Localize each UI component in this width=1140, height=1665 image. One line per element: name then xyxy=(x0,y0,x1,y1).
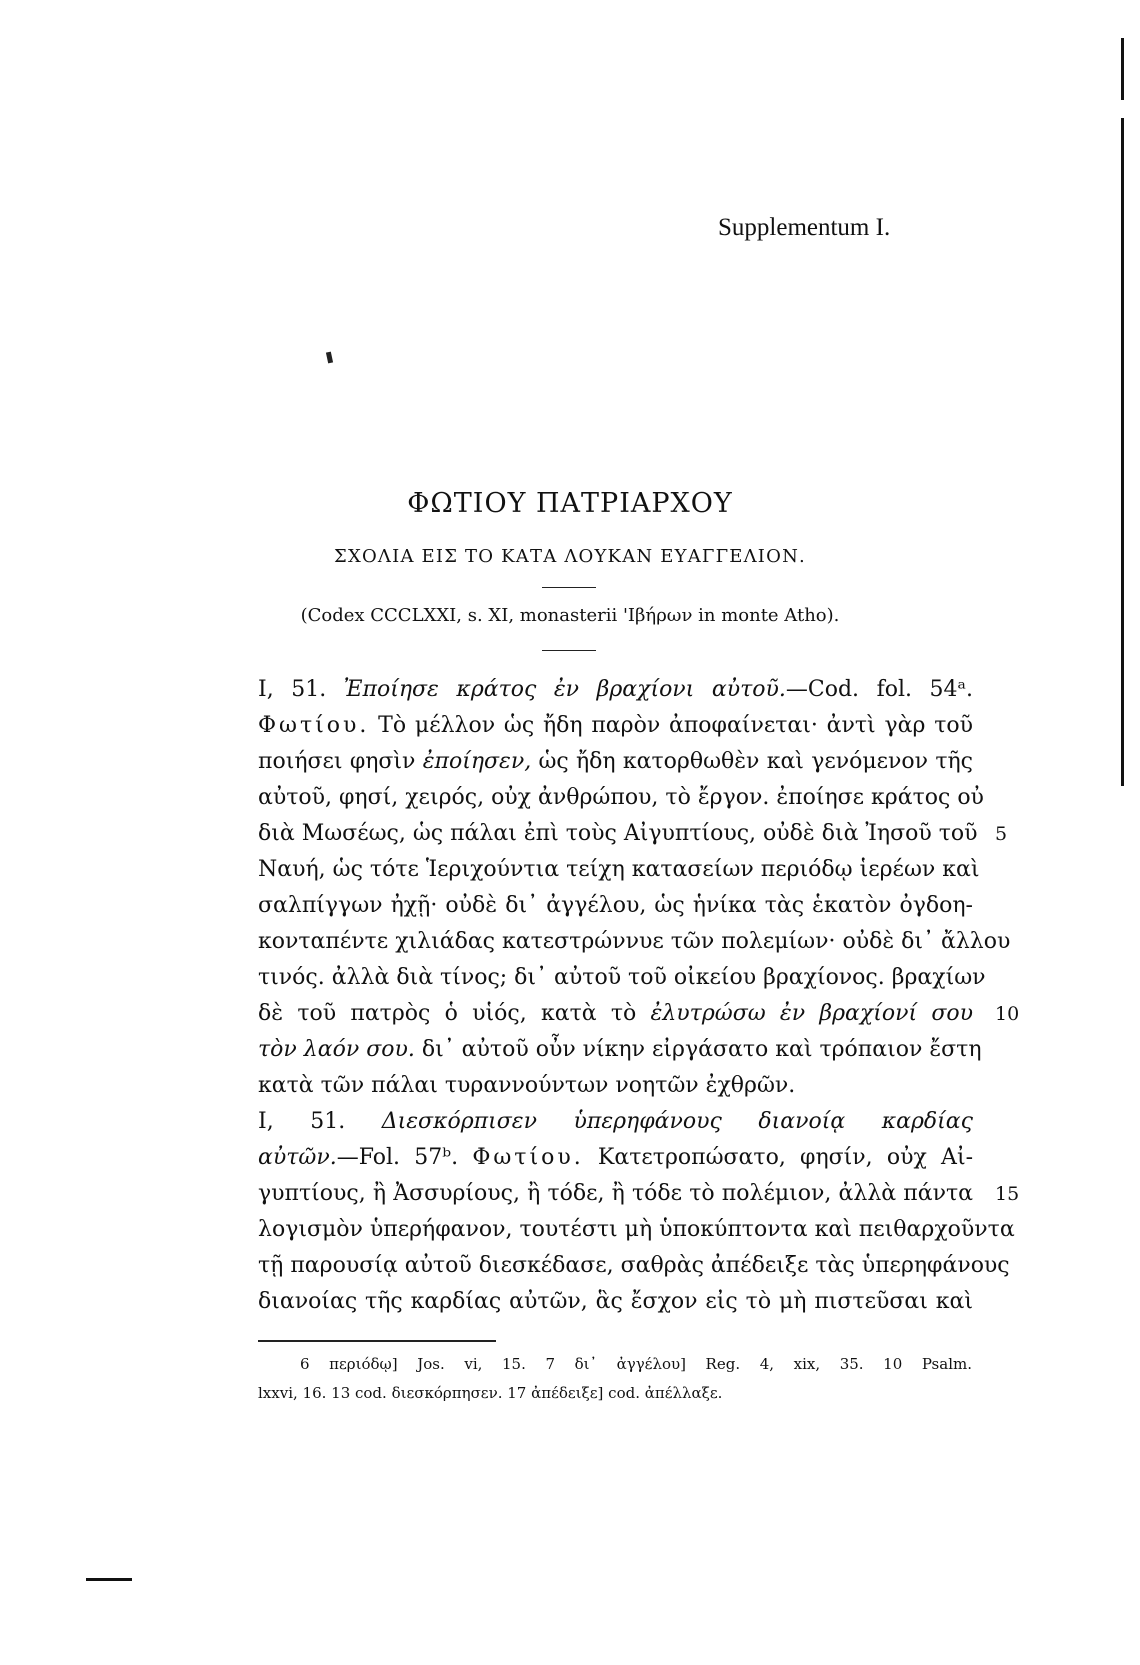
text-line: αὐτοῦ, φησί, χειρός, οὐχ ἀνθρώπου, τὸ ἔργον. ἐποίησε κράτος οὐ xyxy=(258,785,984,810)
scan-edge-mark-top xyxy=(1121,38,1124,100)
codex-reference: (Codex CCCLXXI, s. XI, monasterii 'Ιβήρων in monte Atho). xyxy=(300,605,840,626)
text-line: κονταπέντε χιλιάδας κατεστρώννυε τῶν πολεμίων· οὐδὲ δι᾽ ἄλλου xyxy=(258,929,1011,954)
divider xyxy=(542,650,596,651)
text-line: τῇ παρουσίᾳ αὐτοῦ διεσκέδασε, σαθρὰς ἀπέδειξε τὰς ὑπερηφάνους xyxy=(258,1253,1010,1278)
text-line: γυπτίους, ἢ Ἀσσυρίους, ἢ τόδε, ἢ τόδε τὸ πολέμιον, ἀλλὰ πάντα xyxy=(258,1181,973,1206)
text-line: Φωτίου. Τὸ μέλλον ὡς ἤδη παρὸν ἀποφαίνεται· ἀντὶ γὰρ τοῦ xyxy=(258,713,973,738)
text-line: I, 51. Ἐποίησε κράτος ἐν βραχίονι αὐτοῦ.—Cod. fol. 54ᵃ. xyxy=(258,677,973,702)
footnote-line: 6 περιόδῳ] Jos. vi, 15. 7 δι᾽ ἀγγέλου] Reg. 4, xix, 35. 10 Psalm. xyxy=(300,1355,972,1373)
text-line: κατὰ τῶν πάλαι τυραννούντων νοητῶν ἐχθρῶν. xyxy=(258,1073,796,1098)
ink-speck xyxy=(326,352,333,364)
divider xyxy=(542,587,596,588)
text-line: λογισμὸν ὑπερήφανον, τουτέστι μὴ ὑποκύπτοντα καὶ πειθαρχοῦντα xyxy=(258,1217,1015,1242)
text-line: Ναυή, ὡς τότε Ἱεριχούντια τείχη κατασείων περιόδῳ ἱερέων καὶ xyxy=(258,857,980,882)
footnote-rule xyxy=(258,1340,496,1342)
text-line: διανοίας τῆς καρδίας αὐτῶν, ἃς ἔσχον εἰς τὸ μὴ πιστεῦσαι καὶ xyxy=(258,1289,973,1314)
line-number: 10 xyxy=(995,1003,1020,1025)
text-line: σαλπίγγων ἠχῇ· οὐδὲ δι᾽ ἀγγέλου, ὡς ἡνίκα τὰς ἑκατὸν ὀγδοη- xyxy=(258,893,973,918)
text-line: διὰ Μωσέως, ὡς πάλαι ἐπὶ τοὺς Αἰγυπτίους, οὐδὲ διὰ Ἰησοῦ τοῦ xyxy=(258,821,978,846)
footnote-line: lxxvi, 16. 13 cod. διεσκόρπησεν. 17 ἀπέδειξε] cod. ἀπέλλαξε. xyxy=(258,1384,723,1402)
text-line: δὲ τοῦ πατρὸς ὁ υἱός, κατὰ τὸ ἐλυτρώσω ἐν βραχίονί σου xyxy=(258,1001,973,1026)
scan-edge-mark-bottom xyxy=(1121,118,1124,786)
line-number: 5 xyxy=(995,823,1008,845)
margin-dash-mark xyxy=(86,1578,132,1581)
page-subtitle: ΣΧΟΛΙΑ ΕΙΣ ΤΟ ΚΑΤΑ ΛΟΥΚΑΝ ΕΥΑΓΓΕΛΙΟΝ. xyxy=(334,546,806,567)
line-number: 15 xyxy=(995,1183,1020,1205)
page-title: ΦΩΤΙΟΥ ΠΑΤΡΙΑΡΧΟΥ xyxy=(407,488,733,519)
supplement-heading: Supplementum I. xyxy=(718,214,891,241)
text-line: τὸν λαόν σου. δι᾽ αὐτοῦ οὖν νίκην εἰργάσατο καὶ τρόπαιον ἔστη xyxy=(258,1037,982,1062)
text-line: ποιήσει φησὶν ἐποίησεν, ὡς ἤδη κατορθωθὲν καὶ γενόμενον τῆς xyxy=(258,749,973,774)
text-line: αὐτῶν.—Fol. 57ᵇ. Φωτίου. Κατετροπώσατο, φησίν, οὐχ Αἰ- xyxy=(258,1145,974,1170)
text-line: I, 51. Διεσκόρπισεν ὑπερηφάνους διανοίᾳ καρδίας xyxy=(258,1109,973,1134)
text-line: τινός. ἀλλὰ διὰ τίνος; δι᾽ αὐτοῦ τοῦ οἰκείου βραχίονος. βραχίων xyxy=(258,965,986,990)
